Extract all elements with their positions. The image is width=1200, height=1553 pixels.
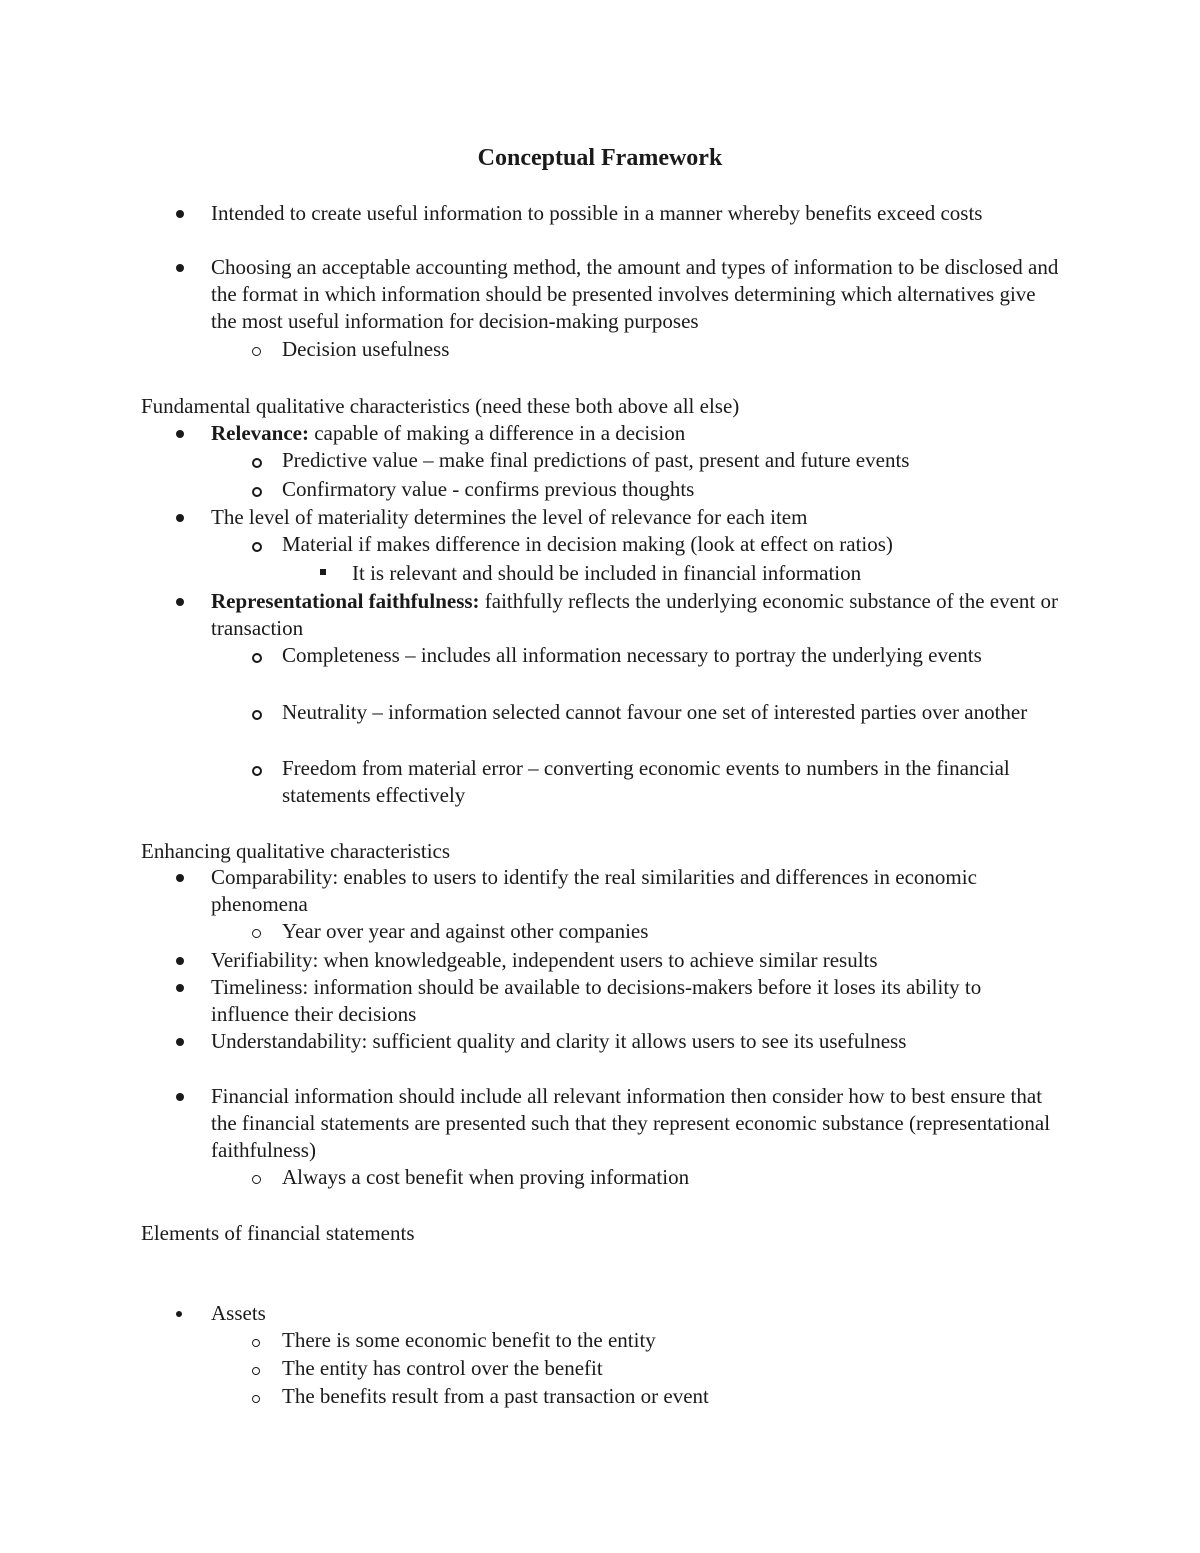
bullet-icon <box>176 1093 184 1101</box>
list-item: Freedom from material error – converting economic events to numbers in the financial statements effectively <box>282 755 1062 809</box>
list-item: Intended to create useful information to possible in a manner whereby benefits exceed costs <box>211 200 1061 227</box>
hollow-bullet-icon <box>252 929 261 938</box>
list-item: The entity has control over the benefit <box>282 1355 1062 1382</box>
square-bullet-icon <box>320 569 326 575</box>
hollow-bullet-icon <box>252 653 262 663</box>
bullet-icon <box>176 957 184 965</box>
bullet-icon <box>176 264 184 272</box>
bullet-icon <box>176 514 184 522</box>
list-item: Completeness – includes all information necessary to portray the underlying events <box>282 642 1062 669</box>
list-item: Financial information should include all relevant information then consider how to best ensure that the financial statements are presented such that they represent economic substance (representational faithfulness) <box>211 1083 1061 1165</box>
list-item: Choosing an acceptable accounting method, the amount and types of information to be disclosed and the format in which information should be presented involves determining which alternatives give the most useful information for decision-making purposes <box>211 254 1061 336</box>
bullet-icon <box>176 1038 184 1046</box>
list-item: Decision usefulness <box>282 336 1062 363</box>
page-title: Conceptual Framework <box>477 145 723 171</box>
hollow-bullet-icon <box>252 1395 260 1403</box>
section-heading: Fundamental qualitative characteristics (need these both above all else) <box>141 394 740 418</box>
list-item: Confirmatory value - confirms previous thoughts <box>282 476 1062 503</box>
section-heading: Enhancing qualitative characteristics <box>141 839 451 863</box>
hollow-bullet-icon <box>252 766 262 776</box>
bullet-icon <box>176 210 184 218</box>
hollow-bullet-icon <box>252 487 262 497</box>
hollow-bullet-icon <box>252 347 261 356</box>
list-item: The level of materiality determines the level of relevance for each item <box>211 504 1061 531</box>
list-item: Timeliness: information should be available to decisions-makers before it loses its ability to influence their decisions <box>211 974 1061 1028</box>
list-item: Relevance: capable of making a difference in a decision <box>211 420 1061 447</box>
list-item: Comparability: enables to users to identify the real similarities and differences in economic phenomena <box>211 864 1061 918</box>
bullet-icon <box>176 430 184 438</box>
list-item: Material if makes difference in decision making (look at effect on ratios) <box>282 531 1062 558</box>
hollow-bullet-icon <box>252 1339 260 1347</box>
hollow-bullet-icon <box>252 1175 261 1184</box>
section-heading: Elements of financial statements <box>141 1221 415 1245</box>
list-item: Representational faithfulness: faithfully reflects the underlying economic substance of the event or transaction <box>211 588 1061 642</box>
bullet-icon <box>176 984 184 992</box>
list-item: Year over year and against other companies <box>282 918 1062 945</box>
hollow-bullet-icon <box>252 542 262 552</box>
list-item: Predictive value – make final predictions of past, present and future events <box>282 447 1062 474</box>
hollow-bullet-icon <box>252 1367 260 1375</box>
bullet-icon <box>176 1311 182 1317</box>
bullet-icon <box>176 874 184 882</box>
list-item: The benefits result from a past transaction or event <box>282 1383 1062 1410</box>
list-item: Assets <box>211 1300 1061 1327</box>
hollow-bullet-icon <box>252 458 262 468</box>
list-item: Understandability: sufficient quality and clarity it allows users to see its usefulness <box>211 1028 1061 1055</box>
list-item: Neutrality – information selected cannot favour one set of interested parties over another <box>282 699 1062 726</box>
hollow-bullet-icon <box>252 710 262 720</box>
list-item: Always a cost benefit when proving information <box>282 1164 1062 1191</box>
list-item: There is some economic benefit to the entity <box>282 1327 1062 1354</box>
list-item: It is relevant and should be included in financial information <box>352 560 1062 587</box>
list-item: Verifiability: when knowledgeable, independent users to achieve similar results <box>211 947 1061 974</box>
bullet-icon <box>176 598 184 606</box>
